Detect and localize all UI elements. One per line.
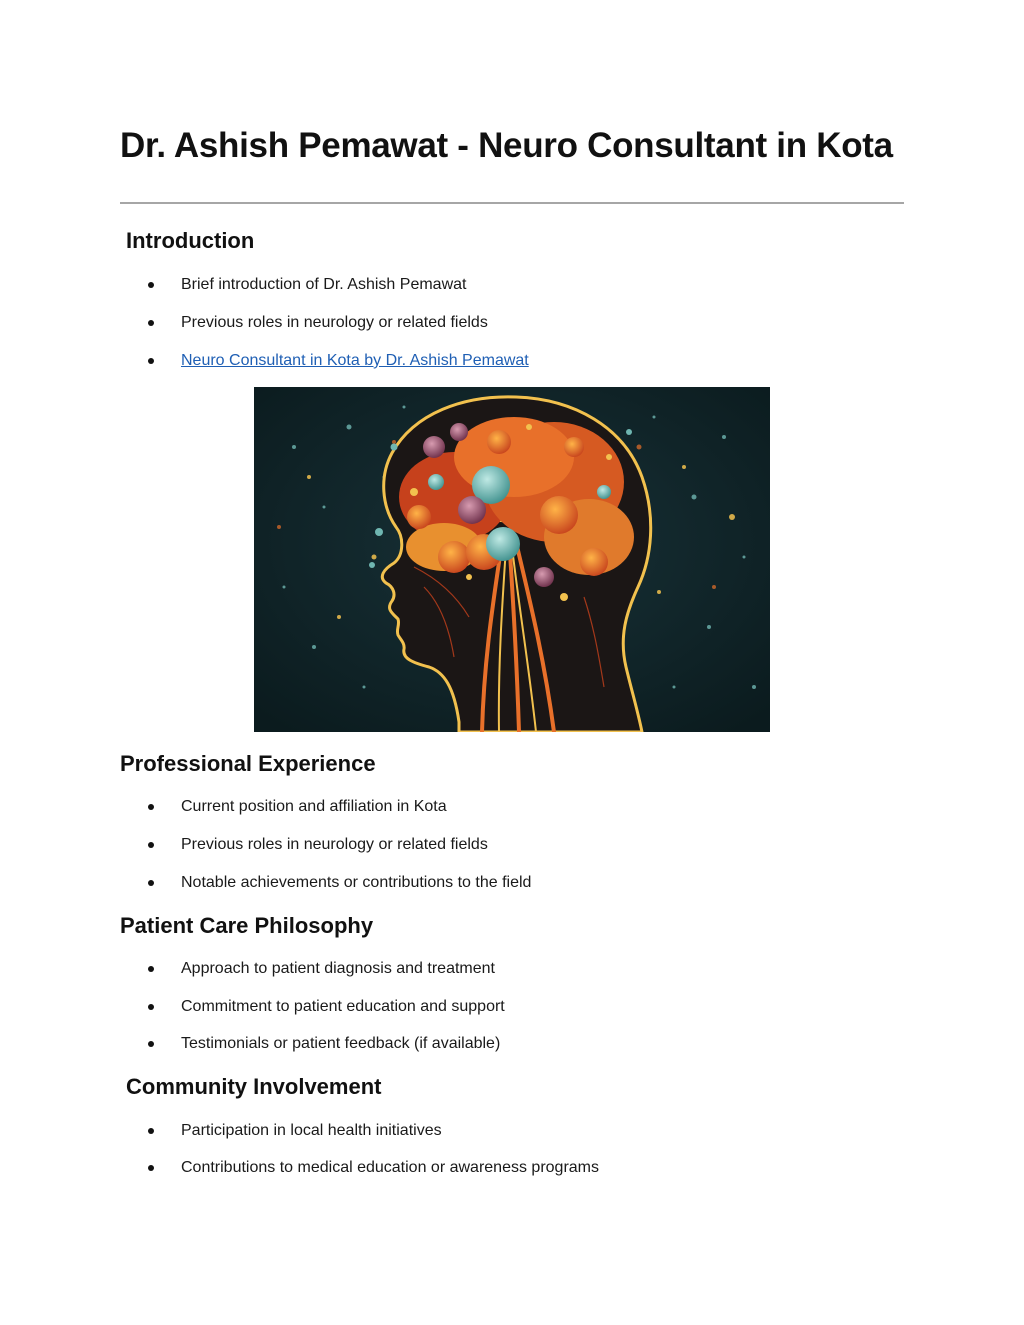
brain-illustration xyxy=(254,387,770,732)
bullet-icon xyxy=(148,842,154,848)
bullet-icon xyxy=(148,1165,154,1171)
document-page: Dr. Ashish Pemawat - Neuro Consultant in Kota Introduction Brief introduction of Dr. Ashish Pemawat Previous roles in neurology or related fields Neuro Consultant in Kota by Dr. Ashish Pemawat Professional Experience Current position and affiliation in Kota Previous roles in neurology or related fields Notable achievements or contributions to the field Patient Care Philosophy Approach to patient diagnosis and treatment Commitment to patient education and support Testimonials or patient feedback (if available) Community Involvement Participation in local health initiatives Contributions to medical education or awareness programs xyxy=(0,0,1024,1325)
section-heading-professional-experience: Professional Experience xyxy=(120,751,376,776)
bullet-icon xyxy=(148,282,154,288)
bullet-icon xyxy=(148,1004,154,1010)
brain-head-profile-image xyxy=(254,387,770,732)
bullet-icon xyxy=(148,880,154,886)
bullet-icon xyxy=(148,320,154,326)
section-heading-introduction: Introduction xyxy=(126,228,255,253)
horizontal-divider xyxy=(120,202,904,204)
neuro-consultant-link[interactable]: Neuro Consultant in Kota by Dr. Ashish Pemawat xyxy=(181,352,529,369)
bullet-icon xyxy=(148,1041,154,1047)
section-heading-patient-care-philosophy: Patient Care Philosophy xyxy=(120,913,374,938)
bullet-icon xyxy=(148,358,154,364)
section-heading-community-involvement: Community Involvement xyxy=(126,1074,382,1099)
bullet-icon xyxy=(148,966,154,972)
bullet-icon xyxy=(148,1128,154,1134)
bullet-icon xyxy=(148,804,154,810)
page-title: Dr. Ashish Pemawat - Neuro Consultant in Kota xyxy=(120,126,893,165)
